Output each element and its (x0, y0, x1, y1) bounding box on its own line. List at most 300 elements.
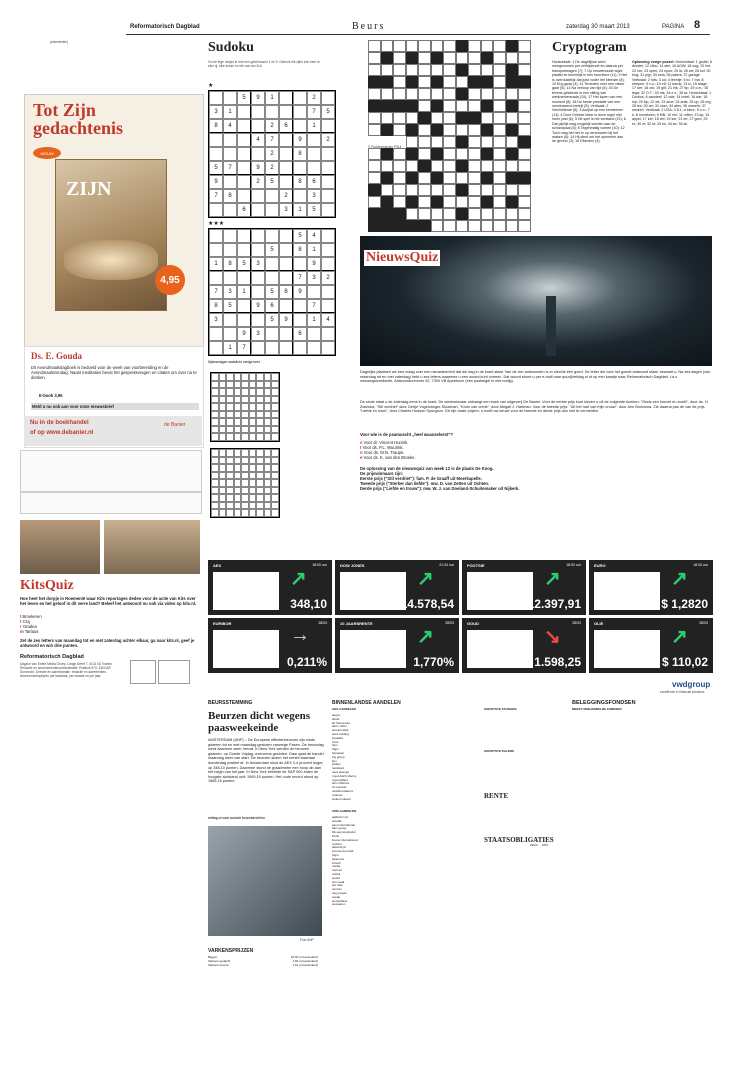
crossword-cell[interactable] (493, 148, 506, 160)
crossword-cell[interactable] (468, 124, 481, 136)
crossword-cell[interactable] (468, 196, 481, 208)
crossword-cell[interactable] (381, 88, 394, 100)
sudoku-cell[interactable]: 1 (307, 243, 321, 257)
sudoku-cell[interactable] (223, 243, 237, 257)
sudoku-cell[interactable]: 1 (265, 91, 279, 105)
sudoku-cell[interactable] (209, 91, 223, 105)
crossword-cell[interactable] (406, 160, 419, 172)
sudoku-cell[interactable] (279, 147, 293, 161)
crossword-cell[interactable] (368, 52, 381, 64)
crossword-cell[interactable] (393, 196, 406, 208)
sudoku-cell[interactable] (209, 203, 223, 217)
crossword-cell[interactable] (368, 196, 381, 208)
crossword-cell[interactable] (418, 76, 431, 88)
sudoku-cell[interactable] (251, 119, 265, 133)
sudoku-cell[interactable]: 6 (265, 299, 279, 313)
crossword-cell[interactable] (393, 52, 406, 64)
sudoku-cell[interactable]: 3 (307, 271, 321, 285)
crossword-cell[interactable] (368, 64, 381, 76)
sudoku-cell[interactable]: 4 (307, 229, 321, 243)
sudoku-cell[interactable] (279, 243, 293, 257)
crossword-cell[interactable] (481, 64, 494, 76)
crossword-cell[interactable] (493, 220, 506, 232)
crossword-cell[interactable] (493, 88, 506, 100)
crossword-cell[interactable] (393, 88, 406, 100)
sudoku-cell[interactable]: 8 (209, 299, 223, 313)
crossword-cell[interactable] (468, 172, 481, 184)
sudoku-cell[interactable] (321, 257, 335, 271)
sudoku-cell[interactable]: 7 (293, 271, 307, 285)
crossword-cell[interactable] (468, 40, 481, 52)
crossword-cell[interactable] (443, 136, 456, 148)
crossword-cell[interactable] (393, 112, 406, 124)
sudoku-cell[interactable] (321, 229, 335, 243)
sudoku-cell[interactable] (279, 133, 293, 147)
crossword-cell[interactable] (406, 64, 419, 76)
sudoku-cell[interactable] (279, 257, 293, 271)
crossword-cell[interactable] (518, 40, 531, 52)
crossword-cell[interactable] (368, 148, 381, 160)
crossword-cell[interactable] (506, 52, 519, 64)
beursstemming-more[interactable]: refdag.nl voor actuele beursberichten (208, 816, 266, 820)
sudoku-cell[interactable]: 7 (307, 105, 321, 119)
sudoku-cell[interactable]: 6 (237, 203, 251, 217)
sudoku-cell[interactable]: 1 (209, 257, 223, 271)
crossword-cell[interactable] (518, 208, 531, 220)
sudoku-cell[interactable]: 3 (251, 257, 265, 271)
cta-line2[interactable]: of op www.debanier.nl (30, 430, 94, 436)
crossword-cell[interactable] (468, 52, 481, 64)
sudoku-cell[interactable] (321, 327, 335, 341)
crossword-cell[interactable] (493, 112, 506, 124)
sudoku-cell[interactable]: 2 (265, 119, 279, 133)
sudoku-cell[interactable] (321, 203, 335, 217)
crossword-cell[interactable] (431, 136, 444, 148)
sudoku-cell[interactable]: 5 (307, 203, 321, 217)
crossword-cell[interactable] (493, 160, 506, 172)
crossword-cell[interactable] (431, 64, 444, 76)
sudoku-cell[interactable] (307, 341, 321, 355)
sudoku-cell[interactable]: 3 (307, 189, 321, 203)
sudoku-cell[interactable]: 7 (237, 341, 251, 355)
sudoku-cell[interactable]: 5 (237, 257, 251, 271)
crossword-cell[interactable] (493, 172, 506, 184)
sudoku-cell[interactable] (279, 91, 293, 105)
sudoku-cell[interactable]: 6 (293, 327, 307, 341)
sudoku-cell[interactable]: 9 (293, 285, 307, 299)
crossword-cell[interactable] (393, 76, 406, 88)
crossword-cell[interactable] (493, 184, 506, 196)
crossword-cell[interactable] (518, 100, 531, 112)
sudoku-cell[interactable]: 2 (265, 161, 279, 175)
sudoku-cell[interactable] (223, 271, 237, 285)
crossword-cell[interactable] (481, 112, 494, 124)
sudoku-cell[interactable]: 1 (223, 341, 237, 355)
crossword-cell[interactable] (368, 40, 381, 52)
crossword-cell[interactable] (418, 124, 431, 136)
crossword-cell[interactable] (418, 52, 431, 64)
sudoku-cell[interactable]: 2 (251, 175, 265, 189)
crossword-cell[interactable] (381, 40, 394, 52)
sudoku-cell[interactable] (251, 105, 265, 119)
sudoku-cell[interactable] (293, 161, 307, 175)
sudoku-cell[interactable]: 7 (307, 299, 321, 313)
crossword-cell[interactable] (518, 124, 531, 136)
crossword-cell[interactable] (506, 160, 519, 172)
sudoku-cell[interactable] (237, 299, 251, 313)
crossword-cell[interactable] (406, 112, 419, 124)
sudoku-cell[interactable] (237, 147, 251, 161)
crossword-cell[interactable] (493, 124, 506, 136)
sudoku-cell[interactable] (265, 203, 279, 217)
sudoku-cell[interactable]: 5 (237, 91, 251, 105)
sudoku-cell[interactable]: 9 (251, 161, 265, 175)
crossword-cell[interactable] (431, 112, 444, 124)
crossword-cell[interactable] (518, 64, 531, 76)
crossword-cell[interactable] (443, 220, 456, 232)
sudoku-cell[interactable] (265, 229, 279, 243)
sudoku-cell[interactable] (251, 271, 265, 285)
sudoku-cell[interactable] (265, 341, 279, 355)
sudoku-cell[interactable] (321, 189, 335, 203)
sudoku-cell[interactable] (279, 299, 293, 313)
crossword-cell[interactable] (518, 148, 531, 160)
sudoku-cell[interactable] (321, 299, 335, 313)
sudoku-cell[interactable] (307, 133, 321, 147)
sudoku-cell[interactable]: 3 (209, 313, 223, 327)
crossword-cell[interactable] (493, 196, 506, 208)
sudoku-cell[interactable]: 5 (265, 243, 279, 257)
sudoku-cell[interactable] (209, 243, 223, 257)
crossword-cell[interactable] (431, 40, 444, 52)
crossword-cell[interactable] (468, 88, 481, 100)
sudoku-cell[interactable] (307, 285, 321, 299)
crossword-cell[interactable] (368, 160, 381, 172)
sudoku-cell[interactable]: 5 (265, 313, 279, 327)
crossword-cell[interactable] (468, 100, 481, 112)
crossword-cell[interactable] (393, 160, 406, 172)
sudoku-cell[interactable] (265, 189, 279, 203)
sudoku-cell[interactable]: 7 (209, 189, 223, 203)
sudoku-cell[interactable] (265, 257, 279, 271)
crossword-cell[interactable] (443, 124, 456, 136)
sudoku-cell[interactable] (223, 133, 237, 147)
crossword-cell[interactable] (418, 136, 431, 148)
crossword-cell[interactable] (418, 172, 431, 184)
sudoku-cell[interactable] (223, 327, 237, 341)
sudoku-cell[interactable] (223, 229, 237, 243)
crossword-cell[interactable] (468, 160, 481, 172)
crossword-cell[interactable] (518, 220, 531, 232)
sudoku-cell[interactable]: 8 (223, 257, 237, 271)
sudoku-cell[interactable]: 3 (251, 327, 265, 341)
sudoku-cell[interactable] (265, 271, 279, 285)
crossword-cell[interactable] (518, 112, 531, 124)
crossword-cell[interactable] (418, 196, 431, 208)
sudoku-cell[interactable] (209, 271, 223, 285)
sudoku-cell[interactable] (293, 105, 307, 119)
sudoku-cell[interactable] (223, 313, 237, 327)
sudoku-cell[interactable] (251, 285, 265, 299)
sudoku-cell[interactable] (293, 257, 307, 271)
crossword-cell[interactable] (431, 160, 444, 172)
sudoku-cell[interactable] (279, 105, 293, 119)
sudoku-cell[interactable]: 3 (223, 285, 237, 299)
sudoku-cell[interactable]: 9 (279, 313, 293, 327)
sudoku-cell[interactable] (251, 147, 265, 161)
sudoku-2-grid[interactable] (208, 228, 336, 356)
sudoku-cell[interactable] (223, 147, 237, 161)
crossword-cell[interactable] (518, 160, 531, 172)
sudoku-cell[interactable]: 9 (237, 327, 251, 341)
crossword-cell[interactable] (406, 136, 419, 148)
crossword-cell[interactable] (418, 184, 431, 196)
sudoku-cell[interactable] (237, 189, 251, 203)
sudoku-cell[interactable]: 9 (251, 91, 265, 105)
crossword-cell[interactable] (456, 76, 469, 88)
sudoku-cell[interactable]: 2 (279, 189, 293, 203)
crossword-cell[interactable] (381, 184, 394, 196)
sudoku-cell[interactable] (237, 271, 251, 285)
sudoku-cell[interactable]: 9 (251, 299, 265, 313)
sudoku-cell[interactable]: 3 (209, 105, 223, 119)
sudoku-cell[interactable] (279, 341, 293, 355)
book-ad-cta[interactable] (24, 416, 202, 446)
crossword-cell[interactable] (406, 184, 419, 196)
sudoku-cell[interactable]: 1 (307, 313, 321, 327)
crossword-cell[interactable] (418, 40, 431, 52)
sudoku-cell[interactable] (251, 313, 265, 327)
crossword-cell[interactable] (443, 100, 456, 112)
crossword-cell[interactable] (443, 52, 456, 64)
crossword-cell[interactable] (393, 148, 406, 160)
sudoku-cell[interactable] (251, 243, 265, 257)
sudoku-cell[interactable] (223, 175, 237, 189)
crossword-cell[interactable] (506, 208, 519, 220)
crossword-cell[interactable] (443, 148, 456, 160)
sudoku-cell[interactable] (251, 229, 265, 243)
crossword-cell[interactable] (443, 76, 456, 88)
crossword-cell[interactable] (456, 52, 469, 64)
crossword-cell[interactable] (393, 172, 406, 184)
sudoku-cell[interactable] (321, 285, 335, 299)
crossword-cell[interactable] (406, 208, 419, 220)
sudoku-cell[interactable]: 5 (293, 229, 307, 243)
crossword-cell[interactable] (406, 40, 419, 52)
sudoku-cell[interactable] (265, 105, 279, 119)
crossword-cell[interactable] (518, 196, 531, 208)
crossword-cell[interactable] (418, 208, 431, 220)
crossword-cell[interactable] (481, 160, 494, 172)
sudoku-cell[interactable] (307, 327, 321, 341)
sudoku-cell[interactable] (209, 133, 223, 147)
sudoku-cell[interactable] (321, 91, 335, 105)
sudoku-cell[interactable] (293, 299, 307, 313)
crossword-cell[interactable] (443, 40, 456, 52)
sudoku-cell[interactable]: 8 (279, 285, 293, 299)
sudoku-cell[interactable] (321, 147, 335, 161)
crossword-cell[interactable] (518, 88, 531, 100)
crossword-cell[interactable] (506, 136, 519, 148)
crossword-cell[interactable] (393, 40, 406, 52)
sudoku-cell[interactable]: 1 (307, 119, 321, 133)
sudoku-cell[interactable]: 2 (265, 147, 279, 161)
crossword-cell[interactable] (368, 88, 381, 100)
crossword-cell[interactable] (493, 40, 506, 52)
sudoku-cell[interactable]: 5 (265, 175, 279, 189)
sudoku-cell[interactable]: 8 (293, 147, 307, 161)
sudoku-cell[interactable] (223, 91, 237, 105)
sudoku-cell[interactable] (307, 161, 321, 175)
crossword-cell[interactable] (506, 112, 519, 124)
sudoku-cell[interactable] (223, 203, 237, 217)
crossword-grid[interactable] (368, 40, 532, 232)
sudoku-cell[interactable] (251, 203, 265, 217)
sudoku-cell[interactable] (321, 175, 335, 189)
sudoku-cell[interactable] (279, 271, 293, 285)
sudoku-cell[interactable] (251, 189, 265, 203)
sudoku-cell[interactable]: 1 (223, 105, 237, 119)
crossword-cell[interactable] (443, 88, 456, 100)
sudoku-cell[interactable]: 3 (279, 203, 293, 217)
crossword-cell[interactable] (406, 88, 419, 100)
sudoku-cell[interactable] (293, 313, 307, 327)
sudoku-cell[interactable] (307, 147, 321, 161)
sudoku-cell[interactable]: 5 (223, 299, 237, 313)
crossword-cell[interactable] (418, 148, 431, 160)
crossword-cell[interactable] (443, 172, 456, 184)
crossword-cell[interactable] (468, 220, 481, 232)
crossword-cell[interactable] (481, 40, 494, 52)
sudoku-cell[interactable] (209, 147, 223, 161)
sudoku-cell[interactable]: 8 (293, 243, 307, 257)
crossword-cell[interactable] (493, 76, 506, 88)
sudoku-cell[interactable] (293, 341, 307, 355)
sudoku-cell[interactable]: 9 (209, 175, 223, 189)
sudoku-cell[interactable]: 1 (237, 285, 251, 299)
crossword-cell[interactable] (518, 184, 531, 196)
crossword-cell[interactable] (443, 160, 456, 172)
crossword-cell[interactable] (468, 148, 481, 160)
crossword-cell[interactable] (506, 220, 519, 232)
crossword-cell[interactable] (368, 172, 381, 184)
crossword-cell[interactable] (506, 184, 519, 196)
sudoku-cell[interactable] (321, 243, 335, 257)
sudoku-cell[interactable] (237, 133, 251, 147)
crossword-cell[interactable] (393, 184, 406, 196)
crossword-cell[interactable] (393, 124, 406, 136)
sudoku-cell[interactable]: 7 (223, 161, 237, 175)
sudoku-cell[interactable] (237, 119, 251, 133)
crossword-cell[interactable] (443, 184, 456, 196)
sudoku-cell[interactable] (321, 341, 335, 355)
sudoku-cell[interactable] (251, 341, 265, 355)
sudoku-cell[interactable] (321, 161, 335, 175)
sudoku-cell[interactable]: 2 (321, 271, 335, 285)
crossword-cell[interactable] (468, 184, 481, 196)
crossword-cell[interactable] (481, 88, 494, 100)
sudoku-cell[interactable]: 6 (279, 119, 293, 133)
crossword-cell[interactable] (443, 112, 456, 124)
sudoku-cell[interactable]: 7 (209, 285, 223, 299)
newsletter-promo[interactable]: Meld u nu ook aan voor onze nieuwsbrief (31, 403, 199, 410)
sudoku-cell[interactable] (321, 119, 335, 133)
sudoku-cell[interactable]: 6 (307, 175, 321, 189)
sudoku-cell[interactable]: 8 (209, 119, 223, 133)
sudoku-cell[interactable] (237, 243, 251, 257)
sudoku-1-grid[interactable] (208, 90, 336, 218)
crossword-cell[interactable] (456, 172, 469, 184)
crossword-cell[interactable] (493, 52, 506, 64)
sudoku-cell[interactable]: 7 (265, 133, 279, 147)
crossword-cell[interactable] (418, 64, 431, 76)
sudoku-cell[interactable] (237, 175, 251, 189)
sudoku-cell[interactable] (279, 175, 293, 189)
sudoku-cell[interactable] (293, 91, 307, 105)
sudoku-cell[interactable]: 4 (321, 313, 335, 327)
crossword-cell[interactable] (468, 208, 481, 220)
crossword-cell[interactable] (431, 220, 444, 232)
sudoku-cell[interactable]: 5 (265, 285, 279, 299)
sudoku-cell[interactable]: 2 (307, 91, 321, 105)
sudoku-cell[interactable] (237, 161, 251, 175)
sudoku-cell[interactable] (237, 105, 251, 119)
sudoku-cell[interactable]: 5 (209, 161, 223, 175)
crossword-cell[interactable] (506, 88, 519, 100)
crossword-cell[interactable] (493, 208, 506, 220)
crossword-cell[interactable] (518, 52, 531, 64)
sudoku-cell[interactable]: 5 (321, 105, 335, 119)
sudoku-cell[interactable] (279, 161, 293, 175)
crossword-cell[interactable] (493, 64, 506, 76)
sudoku-cell[interactable] (209, 341, 223, 355)
sudoku-cell[interactable] (209, 327, 223, 341)
crossword-cell[interactable] (418, 88, 431, 100)
crossword-cell[interactable] (443, 64, 456, 76)
sudoku-cell[interactable] (265, 327, 279, 341)
sudoku-cell[interactable] (293, 189, 307, 203)
crossword-cell[interactable] (481, 184, 494, 196)
crossword-cell[interactable] (381, 64, 394, 76)
crossword-cell[interactable] (443, 208, 456, 220)
crossword-cell[interactable] (431, 208, 444, 220)
sudoku-cell[interactable]: 8 (223, 189, 237, 203)
sudoku-cell[interactable]: 1 (293, 203, 307, 217)
crossword-cell[interactable] (468, 64, 481, 76)
crossword-cell[interactable] (431, 88, 444, 100)
crossword-cell[interactable] (431, 184, 444, 196)
crossword-cell[interactable] (418, 100, 431, 112)
crossword-cell[interactable] (443, 196, 456, 208)
crossword-cell[interactable] (468, 136, 481, 148)
sudoku-cell[interactable]: 4 (223, 119, 237, 133)
crossword-cell[interactable] (481, 208, 494, 220)
crossword-cell[interactable] (368, 124, 381, 136)
sudoku-cell[interactable]: 4 (251, 133, 265, 147)
sudoku-cell[interactable] (279, 327, 293, 341)
sudoku-cell[interactable]: 9 (307, 257, 321, 271)
crossword-cell[interactable] (456, 220, 469, 232)
crossword-cell[interactable] (381, 160, 394, 172)
crossword-cell[interactable] (456, 100, 469, 112)
crossword-cell[interactable] (393, 64, 406, 76)
crossword-cell[interactable] (481, 136, 494, 148)
sudoku-cell[interactable]: 9 (293, 133, 307, 147)
sudoku-cell[interactable] (237, 313, 251, 327)
crossword-cell[interactable] (456, 196, 469, 208)
book-ad[interactable] (24, 94, 204, 348)
crossword-cell[interactable] (456, 124, 469, 136)
